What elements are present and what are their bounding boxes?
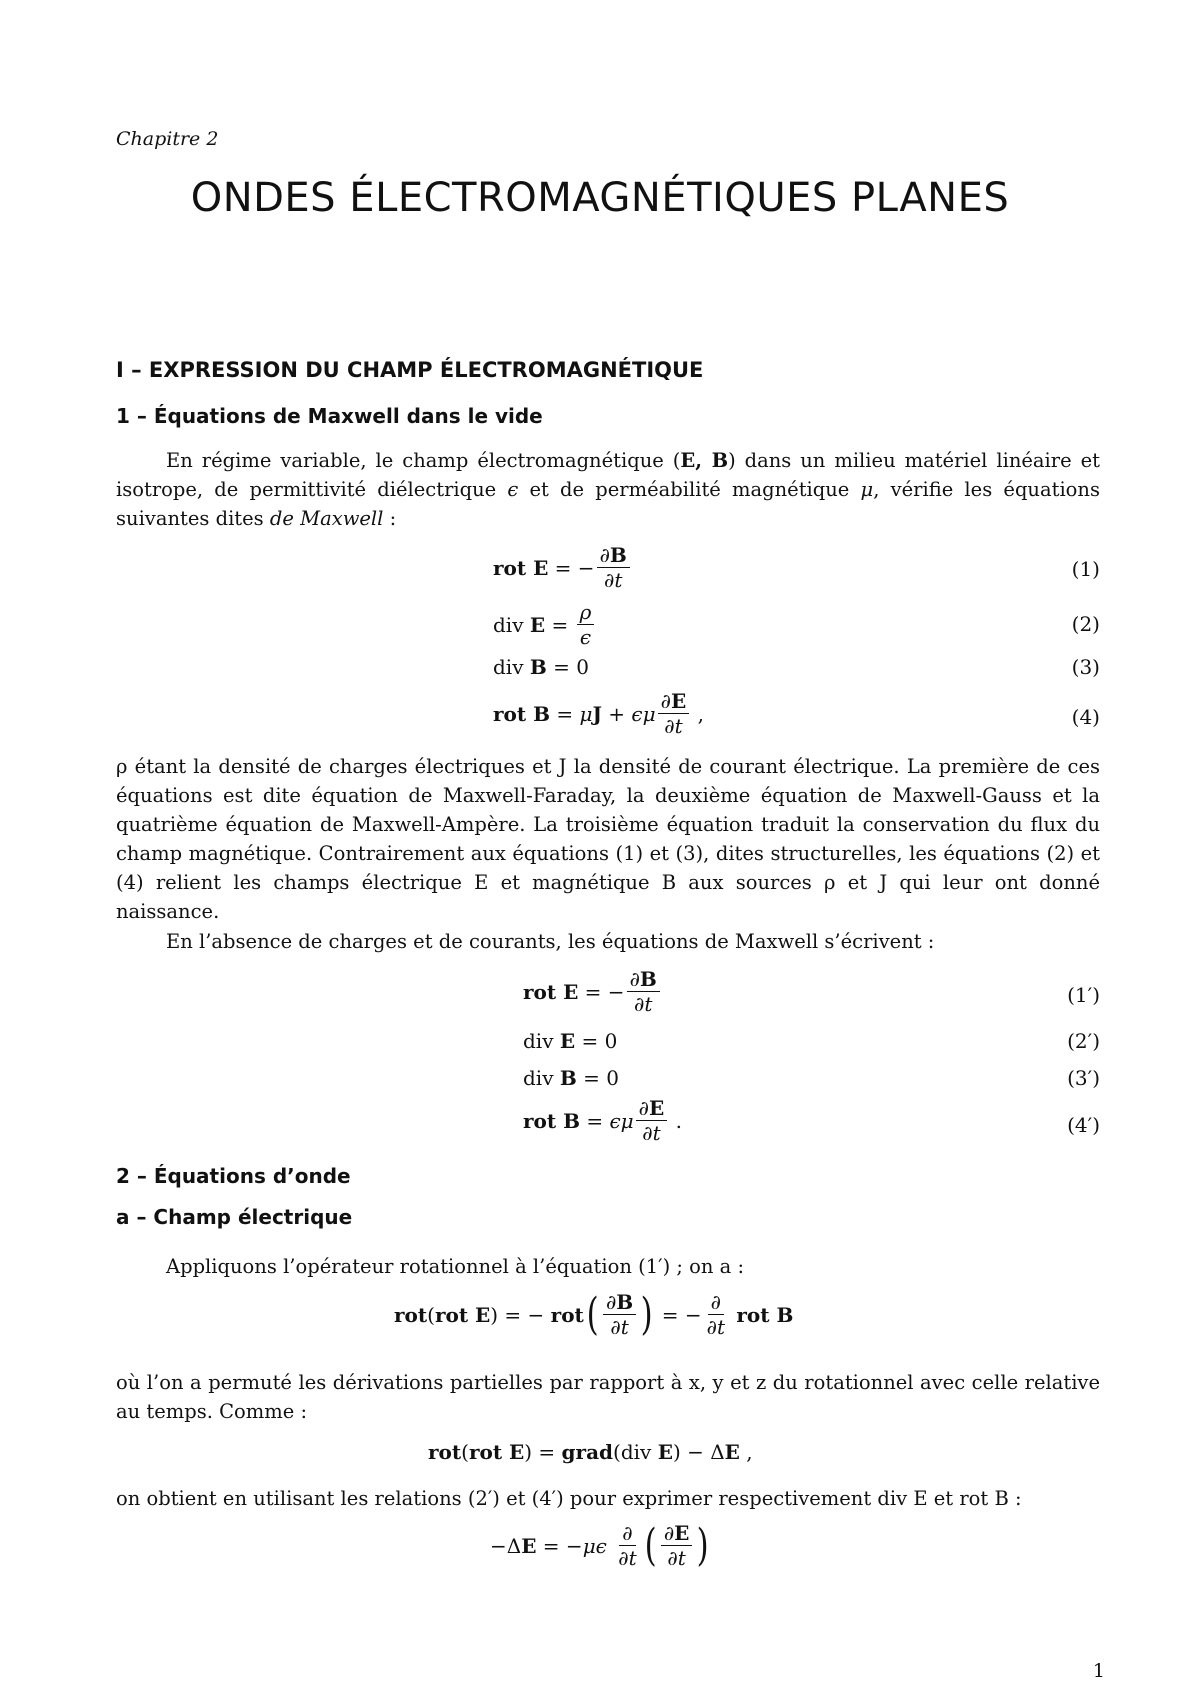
paragraph-vacuum: En l’absence de charges et de courants, les équations de Maxwell s’écrivent :: [166, 930, 935, 953]
equation-1: rot E = − $\frac{\partial B}{\partial t}$: [493, 543, 632, 592]
equation-number-2: (2): [1071, 612, 1100, 636]
equation-2: div E = $\frac{\rho}{\epsilon}$: [493, 600, 596, 649]
chapter-label: Chapitre 2: [116, 128, 219, 150]
subsection-heading-wave-equations: 2 – Équations d’onde: [116, 1164, 351, 1188]
equation-number-1: (1): [1071, 557, 1100, 581]
equation-number-1-prime: (1′): [1067, 983, 1100, 1007]
section-heading: I – EXPRESSION DU CHAMP ÉLECTROMAGNÉTIQUE: [116, 358, 704, 382]
equation-number-2-prime: (2′): [1067, 1029, 1100, 1053]
equation-number-4-prime: (4′): [1067, 1113, 1100, 1137]
equation-laplacian: −Δ E = − μϵ $\frac{\partial}{\partial t}$ ( $\frac{\partial E}{\partial t}$ ): [490, 1519, 710, 1571]
subsection-heading-maxwell: 1 – Équations de Maxwell dans le vide: [116, 404, 543, 428]
equation-curl-curl: rot ( rot E ) = − rot ( $\frac{\partial B}{\partial t}$ ) = − $\frac{\partial}{\partial t}$ rot B: [394, 1288, 794, 1340]
paragraph-apply-curl: Appliquons l’opérateur rotationnel à l’équation (1′) ; on a :: [166, 1255, 745, 1278]
paragraph-permute: où l’on a permuté les dérivations partielles par rapport à x, y et z du rotationnel avec celle relative au temps. Comme :: [116, 1371, 1100, 1423]
paragraph-intro: En régime variable, le champ électromagnétique (E, B) dans un milieu matériel linéaire et isotrope, de permittivité diélectrique ϵ et de perméabilité magnétique μ, vérifie les équations suivantes dites de Maxwell :: [116, 449, 1100, 530]
equation-number-4: (4): [1071, 705, 1100, 729]
paragraph-maxwell-names: ρ étant la densité de charges électriques et J la densité de courant électrique. La première de ces équations est dite équation de Maxwell-Faraday, la deuxième équation de Maxwell-Gauss et la quatrième équation de Maxwell-Ampère. La troisième équation traduit la conservation du flux du champ magnétique. Contrairement aux équations (1) et (3), dites structurelles, les équations (2) et (4) relient les champs électrique E et magnétique B aux sources ρ et J qui leur ont donné naissance.: [116, 755, 1100, 923]
equation-4: rot B = μ J + ϵμ $\frac{\partial E}{\partial t}$ ,: [493, 689, 704, 738]
paragraph-obtain: on obtient en utilisant les relations (2′) et (4′) pour exprimer respectivement div E et rot B :: [116, 1487, 1022, 1510]
equation-curl-identity: rot ( rot E ) = grad (div E ) − Δ E ,: [428, 1440, 753, 1464]
equation-3-prime: div B = 0: [523, 1066, 619, 1090]
page-number: 1: [1092, 1660, 1105, 1682]
equation-3: div B = 0: [493, 655, 589, 679]
equation-number-3-prime: (3′): [1067, 1066, 1100, 1090]
chapter-title: ONDES ÉLECTROMAGNÉTIQUES PLANES: [190, 175, 1010, 221]
equation-4-prime: rot B = ϵμ $\frac{\partial E}{\partial t}$ .: [523, 1096, 682, 1145]
equation-number-3: (3): [1071, 655, 1100, 679]
equation-1-prime: rot E = − $\frac{\partial B}{\partial t}$: [523, 967, 662, 1016]
subsubsection-heading-electric-field: a – Champ électrique: [116, 1205, 353, 1229]
equation-2-prime: div E = 0: [523, 1029, 618, 1053]
